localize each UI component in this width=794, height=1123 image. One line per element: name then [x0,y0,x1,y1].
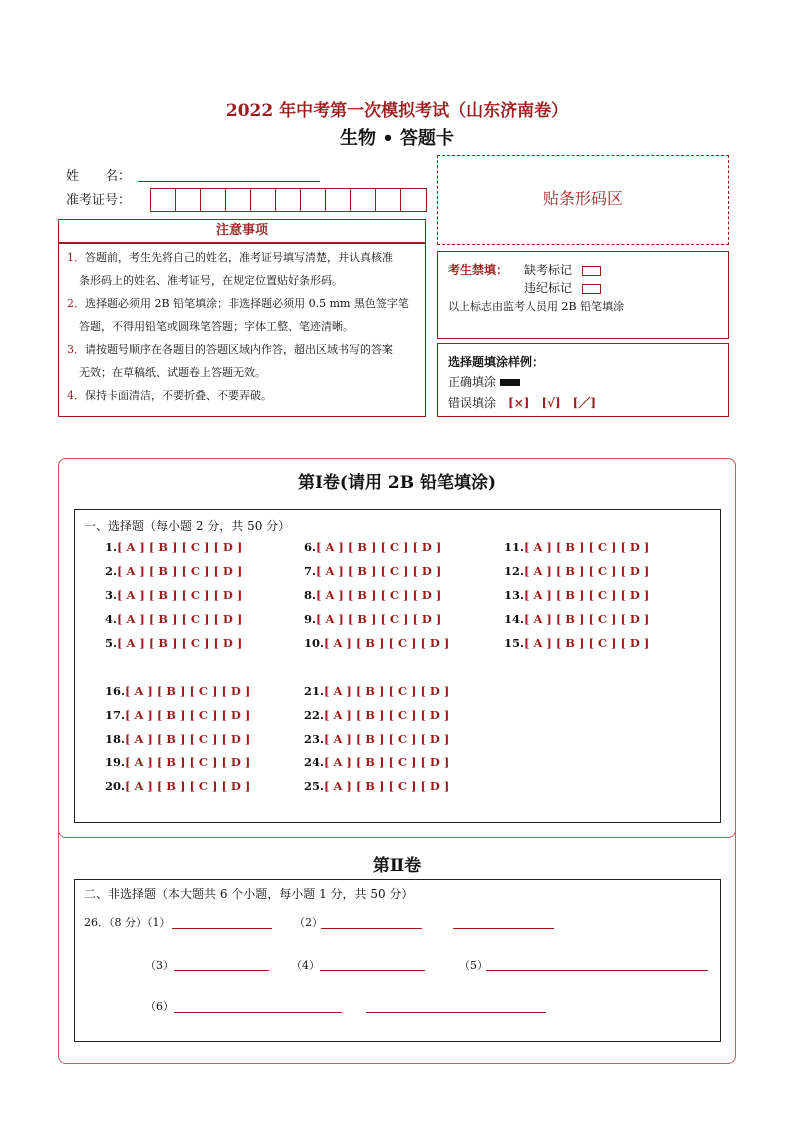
question-number: 8. [304,588,317,602]
choice-section-label: 一、选择题（每小题 2 分，共 50 分） [84,519,291,533]
q26-label: 26．（8 分）（1） [84,916,171,929]
question-number: 6. [304,540,317,554]
answer-options[interactable]: [ A ] [ B ] [ C ] [ D ] [117,564,243,578]
prohibit-box [437,251,729,339]
answer-line-6a[interactable] [174,1011,342,1013]
question-number: 17. [105,708,126,722]
question-number: 16. [105,684,126,698]
answer-options[interactable]: [ A ] [ B ] [ C ] [ D ] [324,636,450,650]
answer-line-4[interactable] [320,969,425,971]
notice-item: 1．答题前，考生先将自己的姓名，准考证号填写清楚，并认真核准 [67,251,393,264]
notice-item-cont: 答题，不得用铅笔或圆珠笔答题；字体工整、笔迹清晰。 [79,320,354,333]
question-number: 15. [504,636,525,650]
question-number: 14. [504,612,525,626]
barcode-label: 贴条形码区 [542,189,623,208]
name-field[interactable] [138,180,320,182]
notice-item-cont: 无效；在草稿纸、试题卷上答题无效。 [79,366,266,379]
q26-part-6-label: （6） [145,1000,174,1013]
violation-mark: 违纪标记 [524,279,601,296]
answer-options[interactable]: [ A ] [ B ] [ C ] [ D ] [324,708,450,722]
notice-item: 3．请按题号顺序在各题目的答题区域内作答，超出区域书写的答案 [67,343,393,356]
answer-options[interactable]: [ A ] [ B ] [ C ] [ D ] [316,540,442,554]
wrong-marks: [×] [√] [／] [508,396,597,410]
q26-part-2-label: （2） [294,916,323,929]
part1-title: 第Ⅰ卷(请用 2B 铅笔填涂) [297,473,497,493]
question-number: 4. [105,612,118,626]
correct-example: 正确填涂 [448,373,520,390]
answer-options[interactable]: [ A ] [ B ] [ C ] [ D ] [524,564,650,578]
answer-options[interactable]: [ A ] [ B ] [ C ] [ D ] [117,540,243,554]
answer-options[interactable]: [ A ] [ B ] [ C ] [ D ] [125,684,251,698]
answer-options[interactable]: [ A ] [ B ] [ C ] [ D ] [324,755,450,769]
id-digit-box[interactable] [251,189,276,211]
question-number: 3. [105,588,118,602]
question-number: 25. [304,779,325,793]
id-digit-box[interactable] [151,189,176,211]
id-digit-box[interactable] [376,189,401,211]
answer-options[interactable]: [ A ] [ B ] [ C ] [ D ] [524,588,650,602]
question-number: 10. [304,636,325,650]
answer-line-5[interactable] [486,969,708,971]
id-digit-box[interactable] [326,189,351,211]
fill-example-box [437,343,729,417]
q26-part-3-label: （3） [145,959,174,972]
barcode-area [437,155,729,245]
id-digit-box[interactable] [226,189,251,211]
answer-options[interactable]: [ A ] [ B ] [ C ] [ D ] [316,612,442,626]
notice-item: 4．保持卡面清洁，不要折叠、不要弄破。 [67,389,272,402]
id-digit-box[interactable] [176,189,201,211]
question-number: 18. [105,732,126,746]
part2-title: 第Ⅱ卷 [372,856,422,876]
exam-title: 2022 年中考第一次模拟考试（山东济南卷） [225,101,569,121]
notice-item: 2．选择题必须用 2B 铅笔填涂；非选择题必须用 0.5 mm 黑色签字笔 [67,297,409,310]
q26-part-5-label: （5） [459,959,488,972]
question-number: 19. [105,755,126,769]
filled-mark-icon [500,379,520,386]
question-number: 21. [304,684,325,698]
answer-line-1[interactable] [172,927,272,929]
name-label: 姓 名： [66,169,132,184]
fill-example-title: 选择题填涂样例： [448,355,545,369]
id-digit-box[interactable] [301,189,326,211]
answer-options[interactable]: [ A ] [ B ] [ C ] [ D ] [324,684,450,698]
answer-options[interactable]: [ A ] [ B ] [ C ] [ D ] [117,588,243,602]
notice-item-cont: 条形码上的姓名、准考证号，在规定位置贴好条形码。 [79,274,343,287]
answer-options[interactable]: [ A ] [ B ] [ C ] [ D ] [324,779,450,793]
id-digit-box[interactable] [276,189,301,211]
question-number: 23. [304,732,325,746]
question-number: 13. [504,588,525,602]
id-digit-box[interactable] [201,189,226,211]
answer-line-2a[interactable] [321,927,422,929]
answer-line-3[interactable] [174,969,269,971]
answer-options[interactable]: [ A ] [ B ] [ C ] [ D ] [125,779,251,793]
question-number: 12. [504,564,525,578]
answer-options[interactable]: [ A ] [ B ] [ C ] [ D ] [524,636,650,650]
question-number: 9. [304,612,317,626]
notice-header [58,219,426,243]
answer-options[interactable]: [ A ] [ B ] [ C ] [ D ] [524,612,650,626]
id-label: 准考证号： [66,193,132,208]
answer-options[interactable]: [ A ] [ B ] [ C ] [ D ] [125,732,251,746]
answer-options[interactable]: [ A ] [ B ] [ C ] [ D ] [316,564,442,578]
question-number: 24. [304,755,325,769]
question-number: 2. [105,564,118,578]
wrong-example: 错误填涂 [×] [√] [／] [448,396,597,410]
id-digit-box[interactable] [351,189,376,211]
notice-body [58,243,426,417]
prohibit-note: 以上标志由监考人员用 2B 铅笔填涂 [448,300,625,313]
answer-line-6b[interactable] [366,1011,546,1013]
absent-mark: 缺考标记 [524,261,601,278]
answer-options[interactable]: [ A ] [ B ] [ C ] [ D ] [125,708,251,722]
prohibit-label: 考生禁填： [448,263,509,277]
question-number: 5. [105,636,118,650]
question-number: 11. [504,540,525,554]
notice-heading: 注意事项 [215,223,268,238]
id-digit-box[interactable] [401,189,426,211]
answer-options[interactable]: [ A ] [ B ] [ C ] [ D ] [524,540,650,554]
question-number: 20. [105,779,126,793]
question-number: 22. [304,708,325,722]
q26-part-4-label: （4） [291,959,320,972]
free-response-label: 二、非选择题（本大题共 6 个小题，每小题 1 分，共 50 分） [84,887,414,901]
answer-options[interactable]: [ A ] [ B ] [ C ] [ D ] [117,636,243,650]
answer-line-2b[interactable] [453,927,554,929]
subject-title: 生物 • 答题卡 [339,128,455,149]
absent-checkbox[interactable] [582,266,601,276]
answer-options[interactable]: [ A ] [ B ] [ C ] [ D ] [316,588,442,602]
question-number: 7. [304,564,317,578]
answer-options[interactable]: [ A ] [ B ] [ C ] [ D ] [125,755,251,769]
answer-options[interactable]: [ A ] [ B ] [ C ] [ D ] [324,732,450,746]
answer-options[interactable]: [ A ] [ B ] [ C ] [ D ] [117,612,243,626]
violation-checkbox[interactable] [582,284,601,294]
question-number: 1. [105,540,118,554]
id-number-boxes[interactable] [150,188,427,212]
